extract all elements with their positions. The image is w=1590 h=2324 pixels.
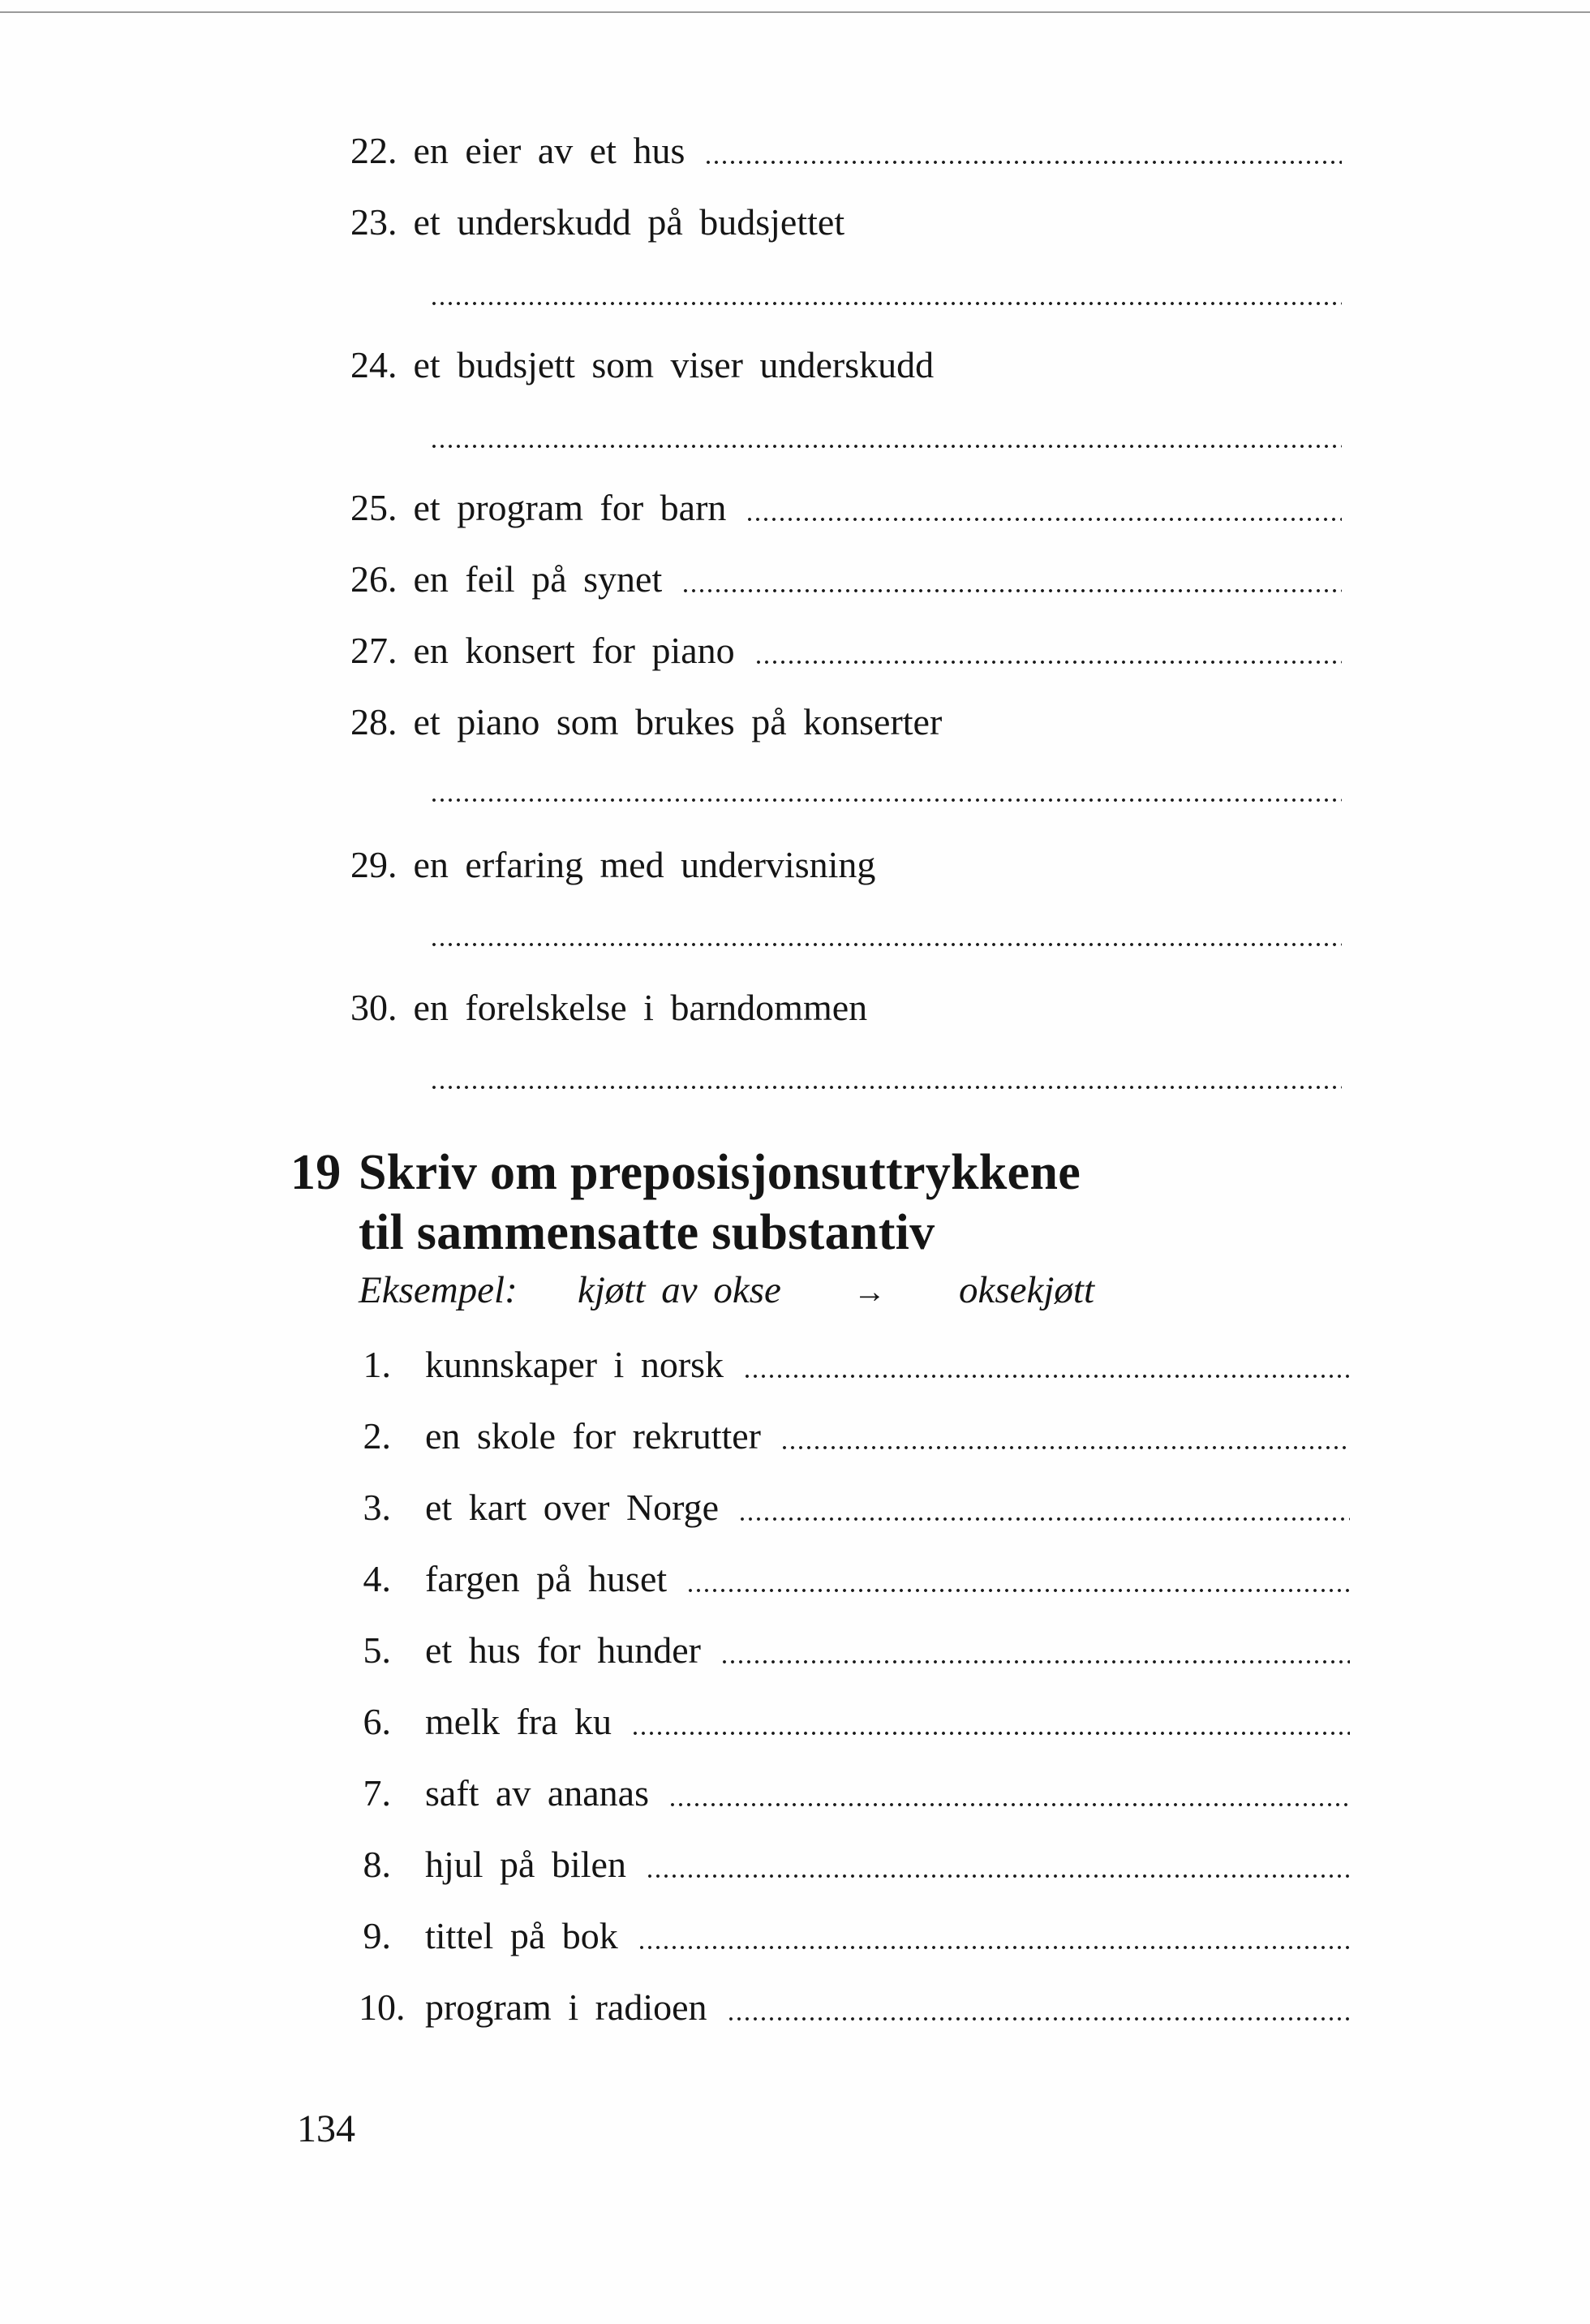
item-number: 25. [350,487,398,528]
item-text: en forelskelse i barndommen [413,987,868,1028]
item-number: 2. [363,1415,391,1457]
item-number: 30. [350,987,398,1028]
item-text: et piano som brukes på konserter [413,701,943,742]
item-number: 29. [350,844,398,885]
item-text: en erfaring med undervisning [413,844,876,885]
list-item [359,1769,1350,1818]
list-item [359,1341,1350,1389]
item-text: et program for barn [413,487,727,528]
example-label: Eksempel: [359,1269,518,1311]
answer-blank[interactable] [638,1946,1350,1949]
item-text: en skole for rekrutter [425,1415,762,1457]
answer-blank[interactable] [681,589,1342,592]
list-item [350,626,1342,675]
answer-blank[interactable] [780,1446,1350,1449]
item-number: 1. [363,1344,391,1385]
exercise-title-line-2: til sammensatte substantiv [359,1205,935,1260]
list-item [350,341,1342,389]
answer-blank[interactable] [631,1732,1350,1735]
answer-blank[interactable] [746,518,1342,521]
answer-blank[interactable] [686,1589,1350,1592]
item-number: 23. [350,201,398,243]
answer-blank[interactable] [430,302,1342,305]
list-item [350,555,1342,604]
list-item [350,198,1342,247]
answer-blank[interactable] [668,1803,1350,1806]
list-item [359,1698,1350,1746]
arrow-right-icon: → [853,1273,886,1310]
item-number: 4. [363,1558,391,1599]
top-page-rule [0,11,1590,13]
answer-blank[interactable] [743,1375,1350,1378]
item-number: 28. [350,701,398,742]
list-item [359,1483,1350,1532]
item-text: hjul på bilen [425,1844,626,1885]
exercise-19-heading [290,1143,1081,1263]
list-item [350,484,1342,532]
example-result: oksekjøtt [959,1269,1095,1311]
item-number: 3. [363,1487,391,1528]
answer-blank[interactable] [430,798,1342,802]
item-number: 8. [363,1844,391,1885]
answer-blank[interactable] [754,661,1342,664]
answer-blank[interactable] [727,2017,1350,2021]
answer-blank[interactable] [430,445,1342,448]
item-text: et kart over Norge [425,1487,720,1528]
answer-blank[interactable] [430,943,1342,946]
exercise-number: 19 [290,1145,342,1200]
list-item [350,127,1342,175]
item-text: kunnskaper i norsk [425,1344,724,1385]
list-item [359,1840,1350,1889]
answer-blank[interactable] [738,1517,1350,1521]
list-item [350,841,1342,889]
item-text: tittel på bok [425,1915,618,1956]
exercise-title-line-1: Skriv om preposisjonsuttrykkene [359,1145,1081,1200]
item-number: 6. [363,1701,391,1742]
list-item [359,1412,1350,1461]
list-item [359,1555,1350,1603]
list-item [359,1626,1350,1675]
page-number: 134 [297,2107,355,2150]
item-text: en feil på synet [413,558,663,600]
item-number: 7. [363,1772,391,1814]
list-item [359,1912,1350,1960]
list-item [359,1983,1350,2032]
item-text: en eier av et hus [413,130,685,171]
item-text: et underskudd på budsjettet [413,201,845,243]
item-number: 10. [359,1986,406,2028]
answer-blank[interactable] [430,1086,1342,1089]
item-text: melk fra ku [425,1701,612,1742]
example-source: kjøtt av okse [578,1269,781,1311]
answer-blank[interactable] [720,1660,1350,1663]
item-text: fargen på huset [425,1558,668,1599]
answer-blank[interactable] [646,1874,1350,1878]
item-number: 5. [363,1629,391,1671]
item-number: 22. [350,130,398,171]
item-number: 27. [350,630,398,671]
item-number: 24. [350,344,398,385]
item-text: et budsjett som viser underskudd [413,344,935,385]
answer-blank[interactable] [704,161,1342,164]
item-text: saft av ananas [425,1772,649,1814]
list-item [350,983,1342,1032]
item-text: en konsert for piano [413,630,735,671]
item-text: et hus for hunder [425,1629,701,1671]
item-text: program i radioen [425,1986,707,2028]
example-line [359,1266,1094,1316]
item-number: 26. [350,558,398,600]
item-number: 9. [363,1915,391,1956]
list-item [350,698,1342,747]
